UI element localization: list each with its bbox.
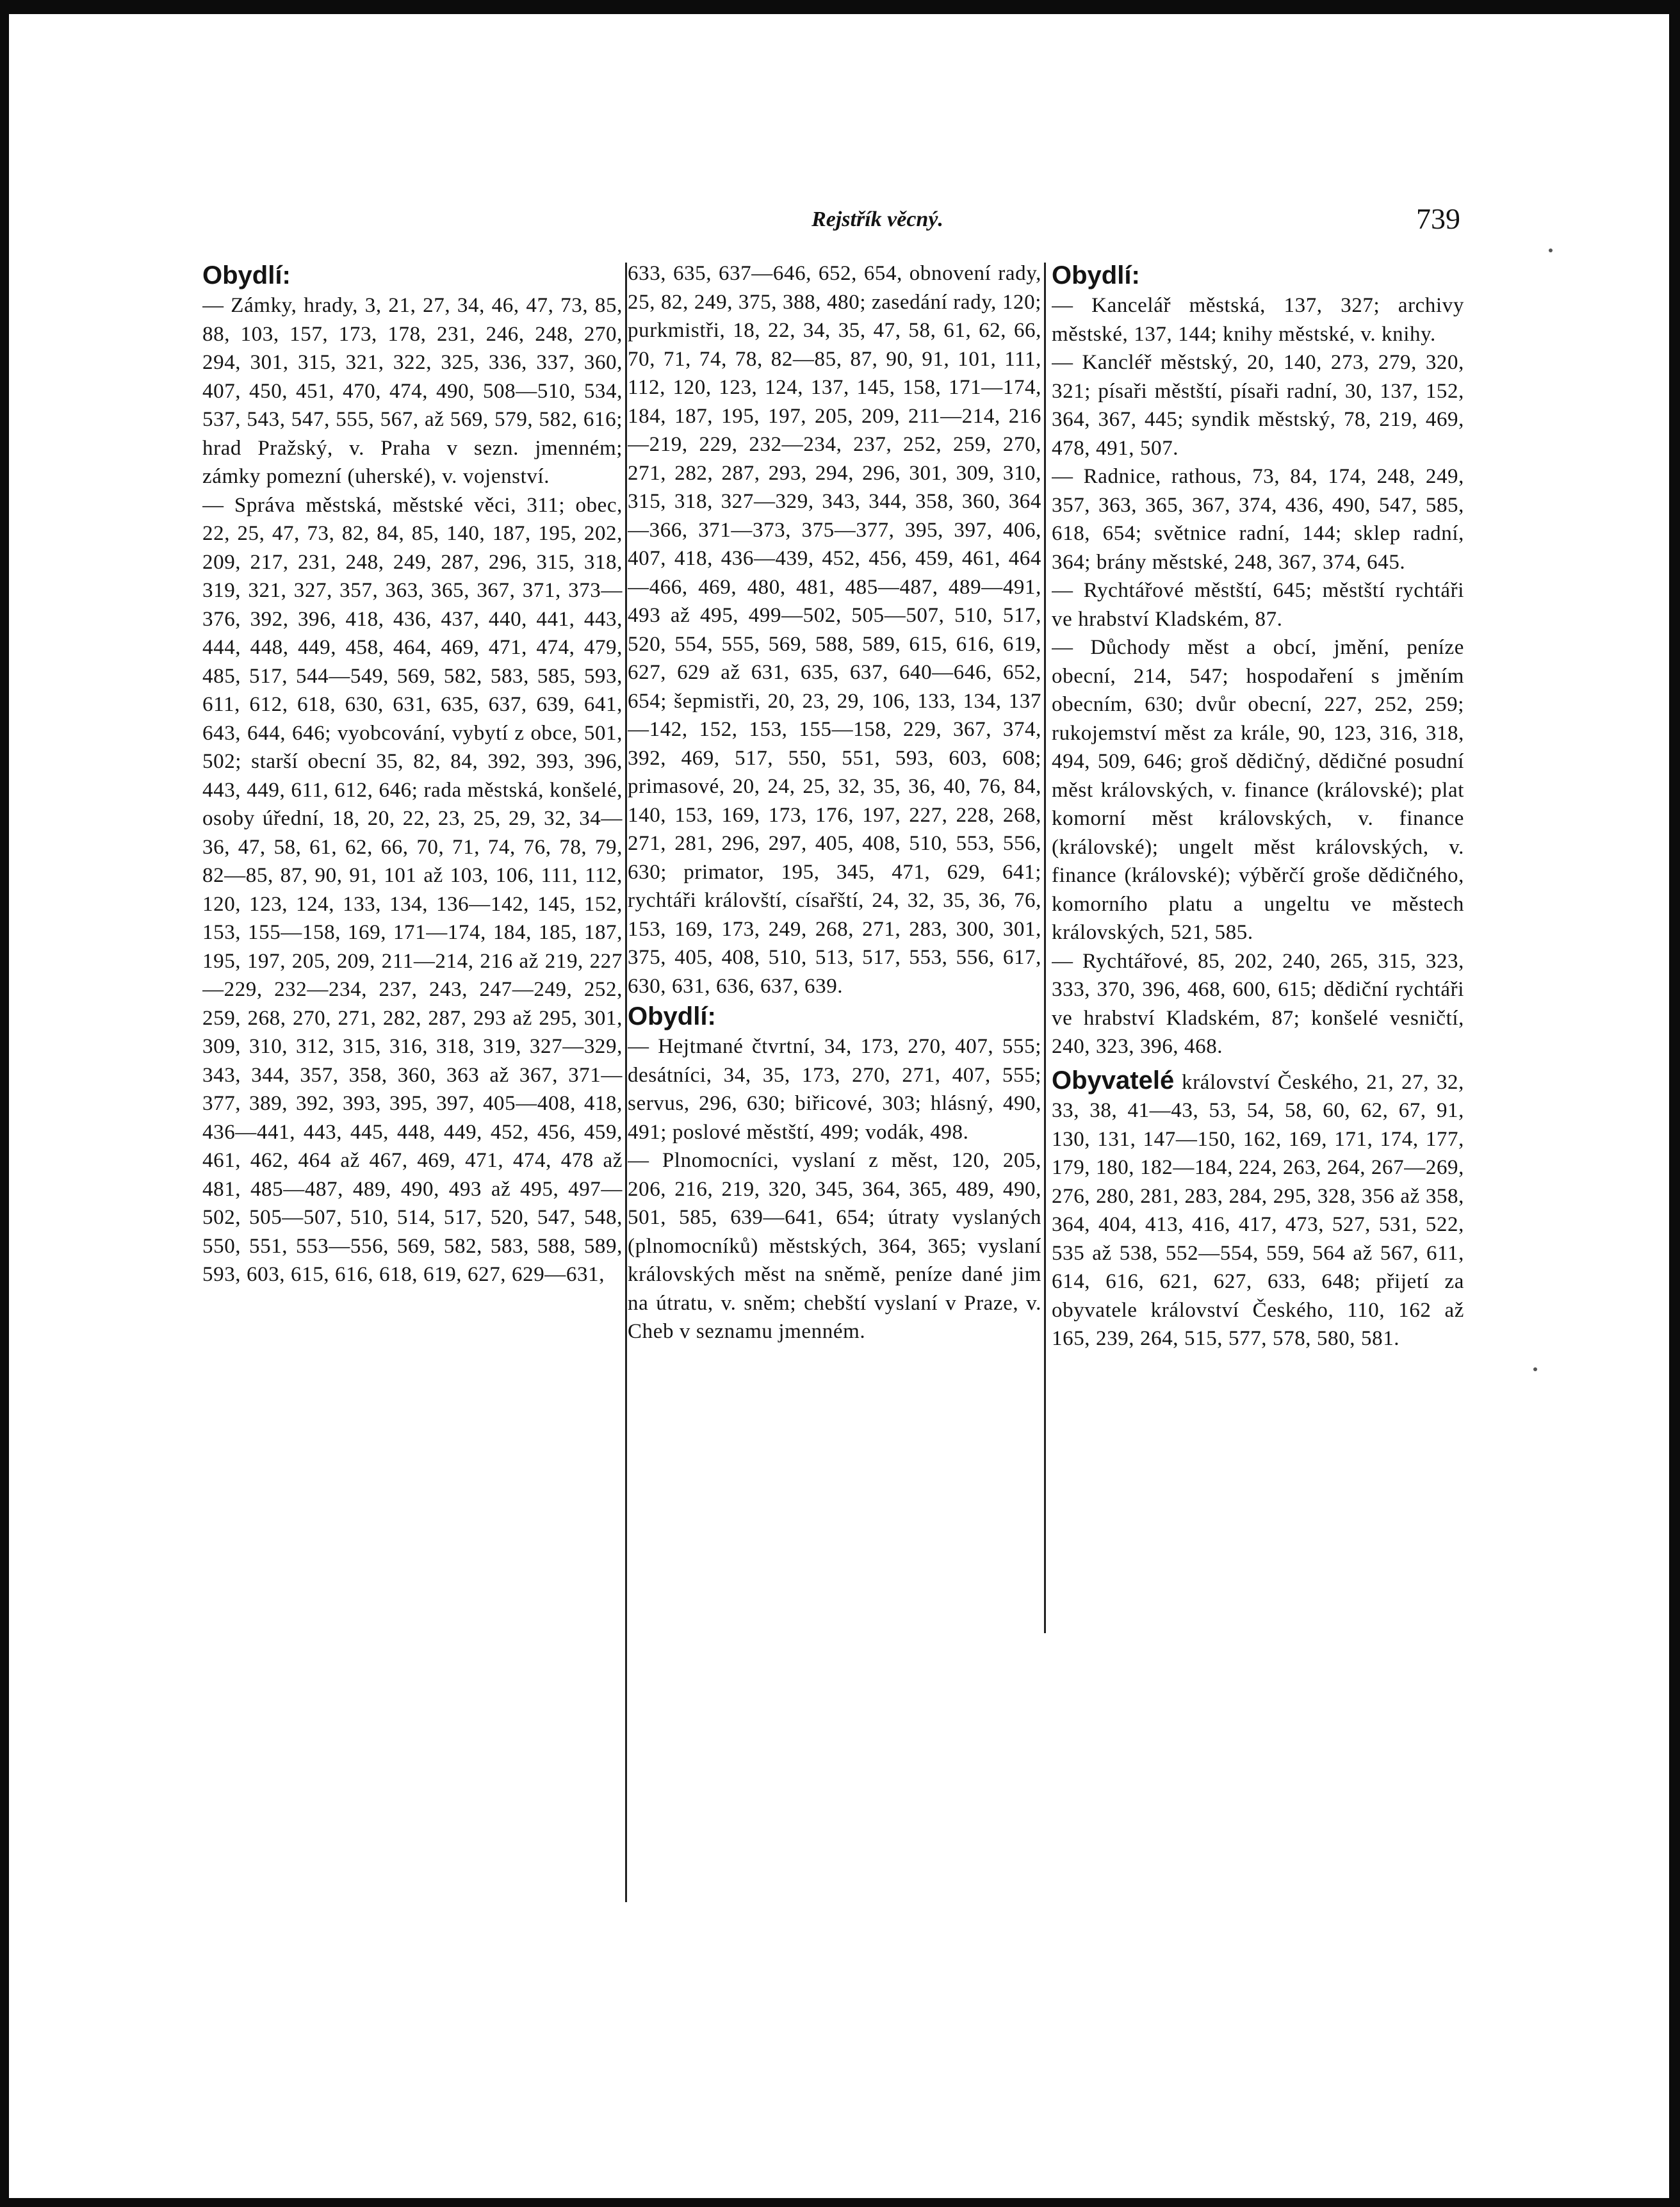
scan-speck <box>1549 248 1553 252</box>
index-entry: — Kancelář městská, 137, 327; archivy městské, 137, 144; knihy městské, v. knihy. <box>1052 294 1464 346</box>
scan-border-left <box>0 0 9 2207</box>
index-entry: — Hejtmané čtvrtní, 34, 173, 270, 407, 555; desátníci, 34, 35, 173, 270, 271, 407, 555; servus, 296, 630; biřicové, 303; hlásný, 490, 491; poslové městští, 499; vodák, 498. <box>628 1035 1041 1144</box>
running-title: Rejstřík věcný. <box>811 208 943 231</box>
index-column-middle <box>628 259 1041 2130</box>
index-entry: — Zámky, hrady, 3, 21, 27, 34, 46, 47, 73, 85, 88, 103, 157, 173, 178, 231, 246, 248, 270, 294, 301, 315, 321, 322, 325, 336, 337, 360, 407, 450, 451, 470, 474, 490, 508—510, 534, 537, 543, 547, 555, 567, až 569, 579, 582, 616; hrad Pražský, v. Praha v sezn. jmenném; zámky pomezní (uherské), v. vojenství. <box>202 294 623 488</box>
column-rule-right <box>1044 263 1046 1633</box>
entry-heading: Obydlí: <box>202 261 291 289</box>
scan-border-right <box>1669 0 1680 2207</box>
scan-speck <box>1533 1367 1537 1371</box>
index-entry-continuation: 633, 635, 637—646, 652, 654, obnovení rady, 25, 82, 249, 375, 388, 480; zasedání rady, 120; purkmistři, 18, 22, 34, 35, 47, 58, 61, 62, 66, 70, 71, 74, 78, 82—85, 87, 90, 91, 101, 111, 112, 120, 123, 124, 137, 145, 158, 171—174, 184, 187, 195, 197, 205, 209, 211—214, 216—219, 229, 232—234, 237, 252, 259, 270, 271, 282, 287, 293, 294, 296, 301, 309, 310, 315, 318, 327—329, 343, 344, 358, 360, 364—366, 371—373, 375—377, 395, 397, 406, 407, 418, 436—439, 452, 456, 459, 461, 464—466, 469, 480, 481, 485—487, 489—491, 493 až 495, 499—502, 505—507, 510, 517, 520, 554, 555, 569, 588, 589, 615, 616, 619, 627, 629 až 631, 635, 637, 640—646, 652, 654; šepmistři, 20, 23, 29, 106, 133, 134, 137—142, 152, 153, 155—158, 229, 367, 374, 392, 469, 517, 550, 551, 593, 603, 608; primasové, 20, 24, 25, 32, 35, 36, 40, 76, 84, 140, 153, 169, 173, 176, 197, 227, 228, 268, 271, 281, 296, 297, 405, 408, 510, 553, 556, 630; primator, 195, 345, 471, 629, 641; rychtáři královští, císařští, 24, 32, 35, 36, 76, 153, 169, 173, 249, 268, 271, 283, 300, 301, 375, 405, 408, 510, 513, 517, 553, 556, 617, 630, 631, 636, 637, 639. <box>628 262 1041 998</box>
page-number: 739 <box>1416 202 1460 235</box>
index-entry-obyvatele <box>1052 1066 1464 1353</box>
index-entry: — Rychtářové městští, 645; městští rychtáři ve hrabství Kladském, 87. <box>1052 579 1464 631</box>
index-entry: — Plnomocníci, vyslaní z měst, 120, 205, 206, 216, 219, 320, 345, 364, 365, 489, 490, 501, 585, 639—641, 654; útraty vyslaných (plnomocníků) městských, 364, 365; vyslaní královských měst na sněmě, peníze dané jim na útratu, v. sněm; chebští vyslaní v Praze, v. Cheb v seznamu jmenném. <box>628 1149 1041 1343</box>
index-entry: — Rychtářové, 85, 202, 240, 265, 315, 323, 333, 370, 396, 468, 600, 615; dědiční rychtáři ve hrabství Kladském, 87; konšelé vesničtí, 240, 323, 396, 468. <box>1052 949 1464 1058</box>
entry-heading: Obydlí: <box>628 1002 716 1030</box>
index-entry: — Správa městská, městské věci, 311; obec, 22, 25, 47, 73, 82, 84, 85, 140, 187, 195, 202, 209, 217, 231, 248, 249, 287, 296, 315, 318, 319, 321, 327, 357, 363, 365, 367, 371, 373—376, 392, 396, 418, 436, 437, 440, 441, 443, 444, 448, 449, 458, 464, 469, 471, 474, 479, 485, 517, 544—549, 569, 582, 583, 585, 593, 611, 612, 618, 630, 631, 635, 637, 639, 641, 643, 644, 646; vyobcování, vybytí z obce, 501, 502; starší obecní 35, 82, 84, 392, 393, 396, 443, 449, 611, 612, 646; rada městská, konšelé, osoby úřední, 18, 20, 22, 23, 25, 29, 32, 34—36, 47, 58, 61, 62, 66, 70, 71, 74, 76, 78, 79, 82—85, 87, 90, 91, 101 až 103, 106, 111, 112, 120, 123, 124, 133, 134, 136—142, 145, 152, 153, 155—158, 169, 171—174, 184, 185, 187, 195, 197, 205, 209, 211—214, 216 až 219, 227—229, 232—234, 237, 243, 247—249, 252, 259, 268, 270, 271, 282, 287, 293 až 295, 301, 309, 310, 312, 315, 316, 318, 319, 327—329, 343, 344, 357, 358, 360, 363 až 367, 371—377, 389, 392, 393, 395, 397, 405—408, 418, 436—441, 443, 445, 448, 449, 452, 456, 459, 461, 462, 464 až 467, 469, 471, 474, 478 až 481, 485—487, 489, 490, 493 až 495, 497—502, 505—507, 510, 514, 517, 520, 547, 548, 550, 551, 553—556, 569, 582, 583, 588, 589, 593, 603, 615, 616, 618, 619, 627, 629—631, <box>202 493 623 1286</box>
index-entry-text: království Českého, 21, 27, 32, 33, 38, 41—43, 53, 54, 58, 60, 62, 67, 91, 130, 131, 147—150, 162, 169, 171, 174, 177, 179, 180, 182—184, 224, 263, 264, 267—269, 276, 280, 281, 283, 284, 295, 328, 356 až 358, 364, 404, 413, 416, 417, 473, 527, 531, 522, 535 až 538, 552—554, 559, 564 až 567, 611, 614, 616, 621, 627, 633, 648; přijetí za obyvatele království Českého, 110, 162 až 165, 239, 264, 515, 577, 578, 580, 581. <box>1052 1070 1464 1350</box>
entry-heading: Obydlí: <box>1052 261 1140 289</box>
index-column-left <box>202 259 623 2130</box>
column-rule-left <box>625 263 627 1902</box>
index-entry: — Důchody měst a obcí, jmění, peníze obecní, 214, 547; hospodaření s jměním obecním, 630; dvůr obecní, 227, 252, 259; rukojemství měst za krále, 90, 123, 316, 318, 494, 509, 646; groš dědičný, dědičné posudní měst královských, v. finance (královské); plat komorní měst královských, v. finance (královské); ungelt měst královských, v. finance (královské); výběrčí groše dědičného, komorního platu a ungeltu ve městech královských, 521, 585. <box>1052 636 1464 944</box>
index-entry: — Radnice, rathous, 73, 84, 174, 248, 249, 357, 363, 365, 367, 374, 436, 490, 547, 585, 618, 654; světnice radní, 144; sklep radní, 364; brány městské, 248, 367, 374, 645. <box>1052 465 1464 574</box>
index-column-right <box>1052 259 1464 2130</box>
scan-border-top <box>0 0 1680 14</box>
entry-heading: Obyvatelé <box>1052 1066 1175 1095</box>
index-entry: — Kancléř městský, 20, 140, 273, 279, 320, 321; písaři městští, písaři radní, 30, 137, 152, 364, 367, 445; syndik městský, 78, 219, 469, 478, 491, 507. <box>1052 351 1464 460</box>
scan-border-bottom <box>0 2198 1680 2207</box>
